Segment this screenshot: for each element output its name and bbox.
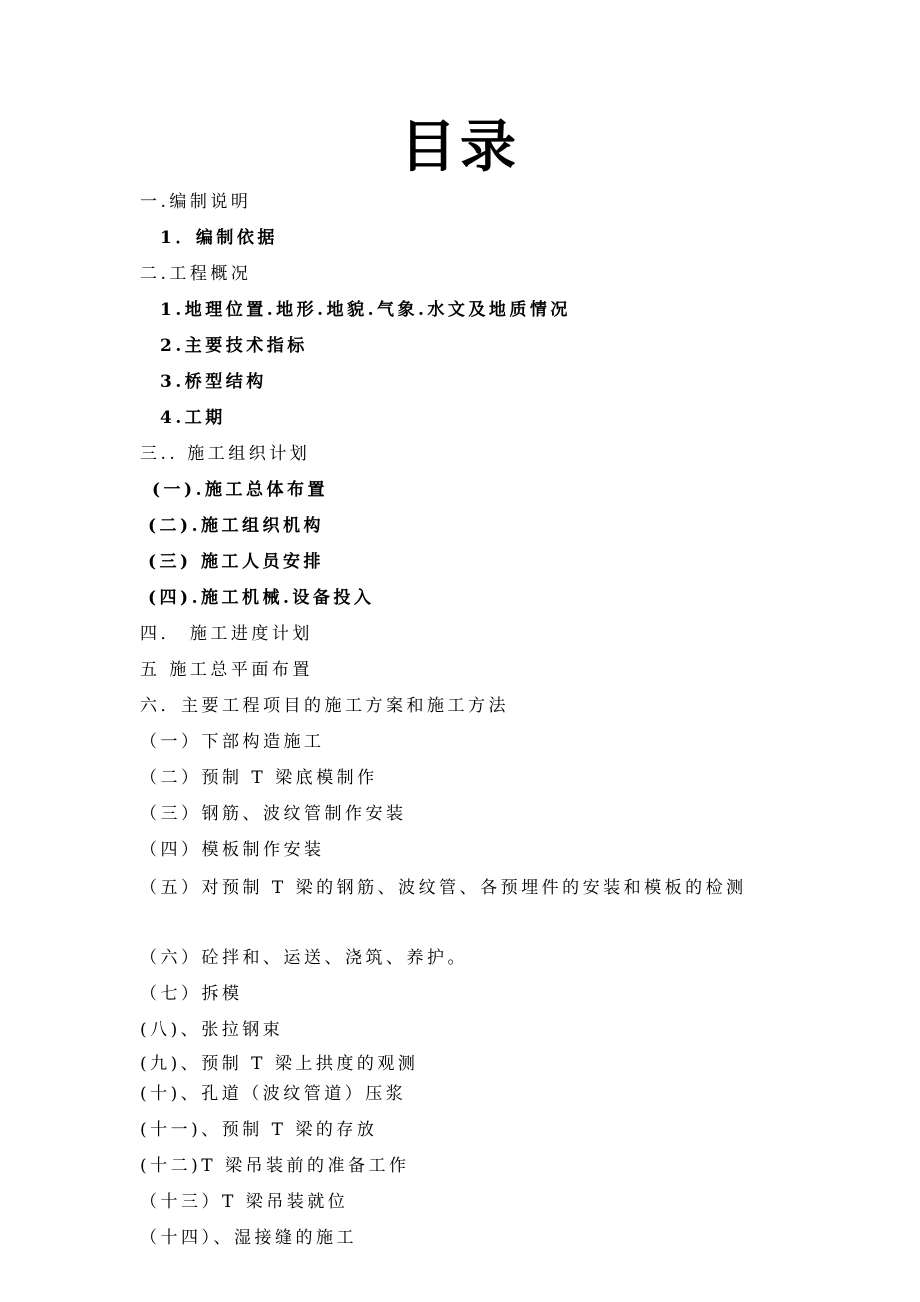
toc-entry: (十一)、预制 T 梁的存放 <box>140 1120 378 1140</box>
toc-entry: (二).施工组织机构 <box>148 516 325 536</box>
toc-entry: （七）拆模 <box>140 984 243 1004</box>
toc-entry: 1．编制依据 <box>160 228 278 248</box>
toc-entry: (九)、预制 T 梁上拱度的观测 <box>140 1054 419 1074</box>
toc-entry: 二.工程概况 <box>140 264 252 284</box>
toc-entry: 五 施工总平面布置 <box>140 660 313 680</box>
toc-entry: 3.桥型结构 <box>160 372 267 392</box>
toc-entry: （一）下部构造施工 <box>140 732 325 752</box>
toc-entry: (三) 施工人员安排 <box>148 552 325 572</box>
toc-entry: 三.. 施工组织计划 <box>140 444 311 464</box>
toc-entry: （四）模板制作安装 <box>140 840 325 860</box>
toc-entry: （三）钢筋、波纹管制作安装 <box>140 804 407 824</box>
toc-entry: 一.编制说明 <box>140 192 252 212</box>
toc-entry: （五）对预制 T 梁的钢筋、波纹管、各预埋件的安装和模板的检测 <box>140 878 747 898</box>
page-title: 目录 <box>400 115 520 180</box>
toc-entry: (四).施工机械.设备投入 <box>148 588 375 608</box>
toc-entry: (十二)T 梁吊装前的准备工作 <box>140 1156 410 1176</box>
toc-entry: (十)、孔道（波纹管道）压浆 <box>140 1084 407 1104</box>
toc-entry: 四． 施工进度计划 <box>140 624 313 644</box>
toc-entry: 2.主要技术指标 <box>160 336 308 356</box>
toc-entry: （二）预制 T 梁底模制作 <box>140 768 378 788</box>
toc-entry: （十三）T 梁吊装就位 <box>140 1192 349 1212</box>
toc-entry: 4.工期 <box>160 408 226 428</box>
toc-entry: (八)、张拉钢束 <box>140 1020 284 1040</box>
toc-entry: （六）砼拌和、运送、浇筑、养护。 <box>140 948 468 968</box>
toc-entry: （十四）、湿接缝的施工 <box>140 1228 357 1248</box>
toc-entry: 1.地理位置.地形.地貌.气象.水文及地质情况 <box>160 300 571 320</box>
toc-entry: 六．主要工程项目的施工方案和施工方法 <box>140 696 509 716</box>
toc-entry: (一).施工总体布置 <box>152 480 329 500</box>
